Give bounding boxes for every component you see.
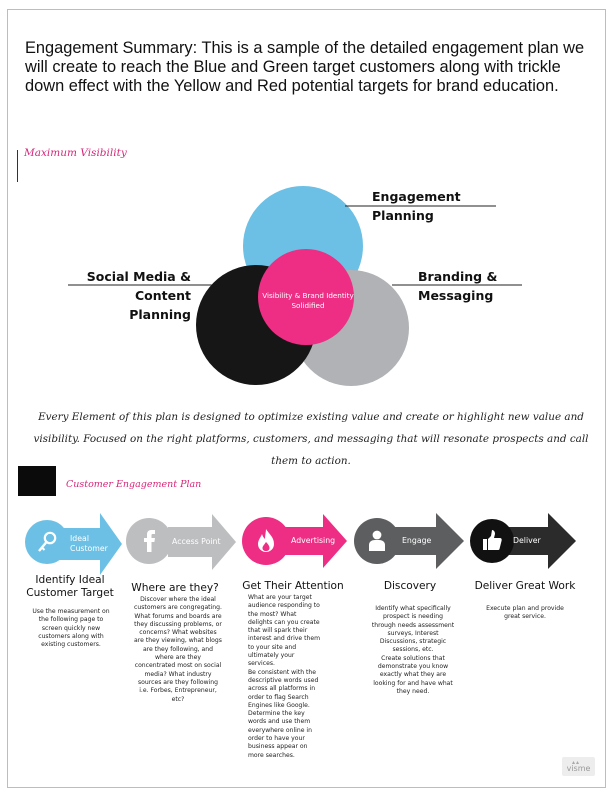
- section-title-maximum-visibility: Maximum Visibility: [24, 147, 127, 159]
- venn-label-branding-line2: Messaging: [418, 288, 494, 303]
- section-title-customer-engagement-plan: Customer Engagement Plan: [66, 479, 202, 490]
- arrow-label-customer: Customer: [70, 544, 108, 553]
- step-desc-identify: Use the measurement on the following page to screen quickly new customers along with existing customers.: [32, 608, 110, 649]
- step-desc-deliver: Execute plan and provide great service.: [486, 605, 564, 621]
- step-title-attention: Get Their Attention: [242, 580, 344, 592]
- venn-center-line2: Solidified: [291, 301, 325, 310]
- venn-label-engagement-line2: Planning: [372, 208, 434, 223]
- arrow-label-access-point: Access Point: [172, 537, 221, 546]
- step-title-identify-line2: Customer Target: [26, 587, 114, 599]
- venn-label-social-line1: Social Media &: [86, 269, 191, 284]
- venn-label-social-line2: Content Planning: [129, 288, 191, 322]
- arrow-label-advertising: Advertising: [291, 536, 336, 545]
- visme-logo-mark: ▴▴: [572, 759, 581, 766]
- step-desc-attention: What are your target audience responding to the most? What delights can you create that will spark their interest and drive them to your site and ultimately your services. Be consistent with the descriptive words used across all platforms in order to flag Search Engines like Google. Determine the key words and use them everywhere online in order to have your business appear on more searches.: [248, 594, 321, 759]
- step-title-where: Where are they?: [131, 582, 219, 594]
- step-title-identify-line1: Identify Ideal: [35, 574, 105, 586]
- engagement-summary: Engagement Summary: This is a sample of the detailed engagement plan we will create to reach the Blue and Green target customers along with trickle down effect with the Yellow and Red potential targets for brand education.: [25, 39, 585, 95]
- step-title-discovery: Discovery: [383, 580, 437, 592]
- value-statement: Every Element of this plan is designed to optimize existing value and create or highlight new value and visibility. Focused on the right platforms, customers, and messaging that will resonate prospects and call them to action.: [33, 411, 589, 467]
- arrow-label-deliver: Deliver: [513, 536, 541, 545]
- arrow-label-engage: Engage: [402, 536, 432, 545]
- step-title-deliver: Deliver Great Work: [474, 580, 576, 592]
- arrow-label-ideal-customer: [70, 534, 108, 554]
- step-desc-discovery: Identify what specifically prospect is needing through needs assessment surveys, Interest Discussions, strategic sessions, etc. Create solutions that demonstrate you know exactly what they are looking for and have what they need.: [371, 605, 455, 695]
- venn-center-line1: Visibility & Brand Identity: [262, 291, 354, 300]
- visme-logo: [562, 757, 595, 776]
- step-desc-where: Discover where the ideal customers are congregating. What forums and boards are they discussing problems, or concerns? What websites are they viewing, what blogs are they following, and where are they concentrated most on social media? What industry sources are they following i.e. Forbes, Entrepreneur, etc?: [134, 596, 222, 703]
- venn-label-branding-line1: Branding &: [418, 269, 498, 284]
- arrow-label-ideal: Ideal: [70, 534, 89, 543]
- visme-logo-text: visme: [566, 764, 591, 773]
- venn-label-engagement-line1: Engagement: [372, 189, 461, 204]
